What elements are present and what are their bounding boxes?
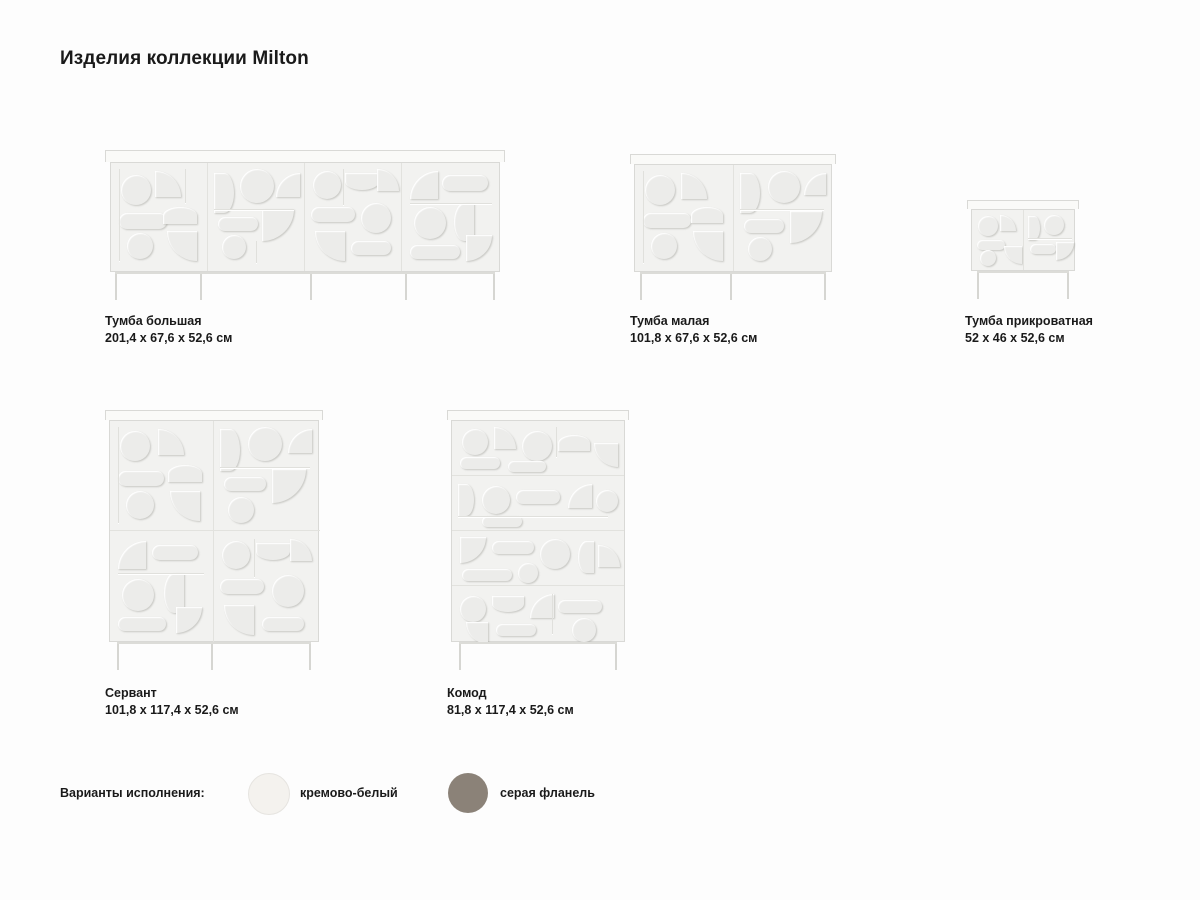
product-name: Комод bbox=[447, 686, 487, 700]
product-card-komod bbox=[447, 410, 707, 730]
product-dimensions: 52 x 46 x 52,6 см bbox=[965, 330, 1065, 345]
cabinet-door bbox=[1024, 210, 1076, 270]
product-caption bbox=[447, 685, 574, 718]
cabinet-body bbox=[110, 162, 500, 272]
cabinet-leg bbox=[117, 642, 119, 670]
product-card-tumba-malaya bbox=[630, 150, 860, 350]
cabinet-leg bbox=[310, 272, 312, 300]
product-dimensions: 201,4 x 67,6 x 52,6 см bbox=[105, 330, 233, 345]
product-caption bbox=[630, 313, 757, 346]
cabinet-leg bbox=[211, 642, 213, 670]
cabinet-rail bbox=[977, 271, 1069, 273]
page-title: Изделия коллекции Milton bbox=[60, 48, 309, 69]
product-card-tumba-bolshaya bbox=[105, 150, 515, 350]
cabinet-leg bbox=[824, 272, 826, 300]
product-card-servant bbox=[105, 410, 385, 730]
cabinet-leg bbox=[730, 272, 732, 300]
cabinet-door bbox=[214, 531, 320, 643]
cabinet-top bbox=[967, 200, 1079, 209]
finish-name-cream-white: кремово-белый bbox=[300, 786, 398, 800]
cabinet-leg bbox=[309, 642, 311, 670]
cabinet-drawer bbox=[452, 421, 624, 476]
cabinet-door bbox=[111, 163, 208, 271]
cabinet-door bbox=[734, 165, 833, 271]
product-caption bbox=[105, 685, 239, 718]
cabinet-top bbox=[447, 410, 629, 420]
finish-swatch-cream-white[interactable] bbox=[248, 773, 290, 815]
cabinet-door bbox=[635, 165, 734, 271]
cabinet-leg bbox=[977, 271, 979, 299]
cabinet-rail bbox=[459, 642, 617, 644]
cabinet-leg bbox=[405, 272, 407, 300]
product-name: Тумба малая bbox=[630, 314, 710, 328]
product-dimensions: 101,8 x 117,4 x 52,6 см bbox=[105, 702, 239, 717]
cabinet-body bbox=[634, 164, 832, 272]
cabinet-door bbox=[208, 163, 305, 271]
product-card-tumba-prikrovatnaya bbox=[965, 150, 1145, 350]
cabinet-leg bbox=[200, 272, 202, 300]
cabinet-body bbox=[109, 420, 319, 642]
cabinet-door bbox=[110, 531, 214, 643]
cabinet-door bbox=[972, 210, 1024, 270]
cabinet-rail bbox=[115, 272, 495, 274]
product-dimensions: 81,8 x 117,4 x 52,6 см bbox=[447, 702, 574, 717]
cabinet-leg bbox=[459, 642, 461, 670]
cabinet-door bbox=[110, 421, 214, 531]
product-name: Сервант bbox=[105, 686, 157, 700]
finishes-label: Варианты исполнения: bbox=[60, 786, 205, 800]
cabinet-top bbox=[105, 410, 323, 420]
cabinet-leg bbox=[1067, 271, 1069, 299]
cabinet-leg bbox=[493, 272, 495, 300]
cabinet-top bbox=[630, 154, 836, 164]
cabinet-drawer bbox=[452, 476, 624, 531]
cabinet-top bbox=[105, 150, 505, 162]
cabinet-door bbox=[305, 163, 402, 271]
cabinet-drawer bbox=[452, 586, 624, 643]
product-name: Тумба большая bbox=[105, 314, 202, 328]
finish-name-grey-flannel: серая фланель bbox=[500, 786, 595, 800]
product-name: Тумба прикроватная bbox=[965, 314, 1093, 328]
cabinet-body bbox=[451, 420, 625, 642]
cabinet-leg bbox=[640, 272, 642, 300]
product-caption bbox=[965, 313, 1093, 346]
cabinet-leg bbox=[115, 272, 117, 300]
cabinet-leg bbox=[615, 642, 617, 670]
cabinet-rail bbox=[640, 272, 826, 274]
cabinet-drawer bbox=[452, 531, 624, 586]
cabinet-rail bbox=[117, 642, 311, 644]
finish-swatch-grey-flannel[interactable] bbox=[448, 773, 488, 813]
product-dimensions: 101,8 x 67,6 x 52,6 см bbox=[630, 330, 758, 345]
cabinet-door bbox=[402, 163, 501, 271]
cabinet-body bbox=[971, 209, 1075, 271]
cabinet-door bbox=[214, 421, 320, 531]
product-caption bbox=[105, 313, 232, 346]
